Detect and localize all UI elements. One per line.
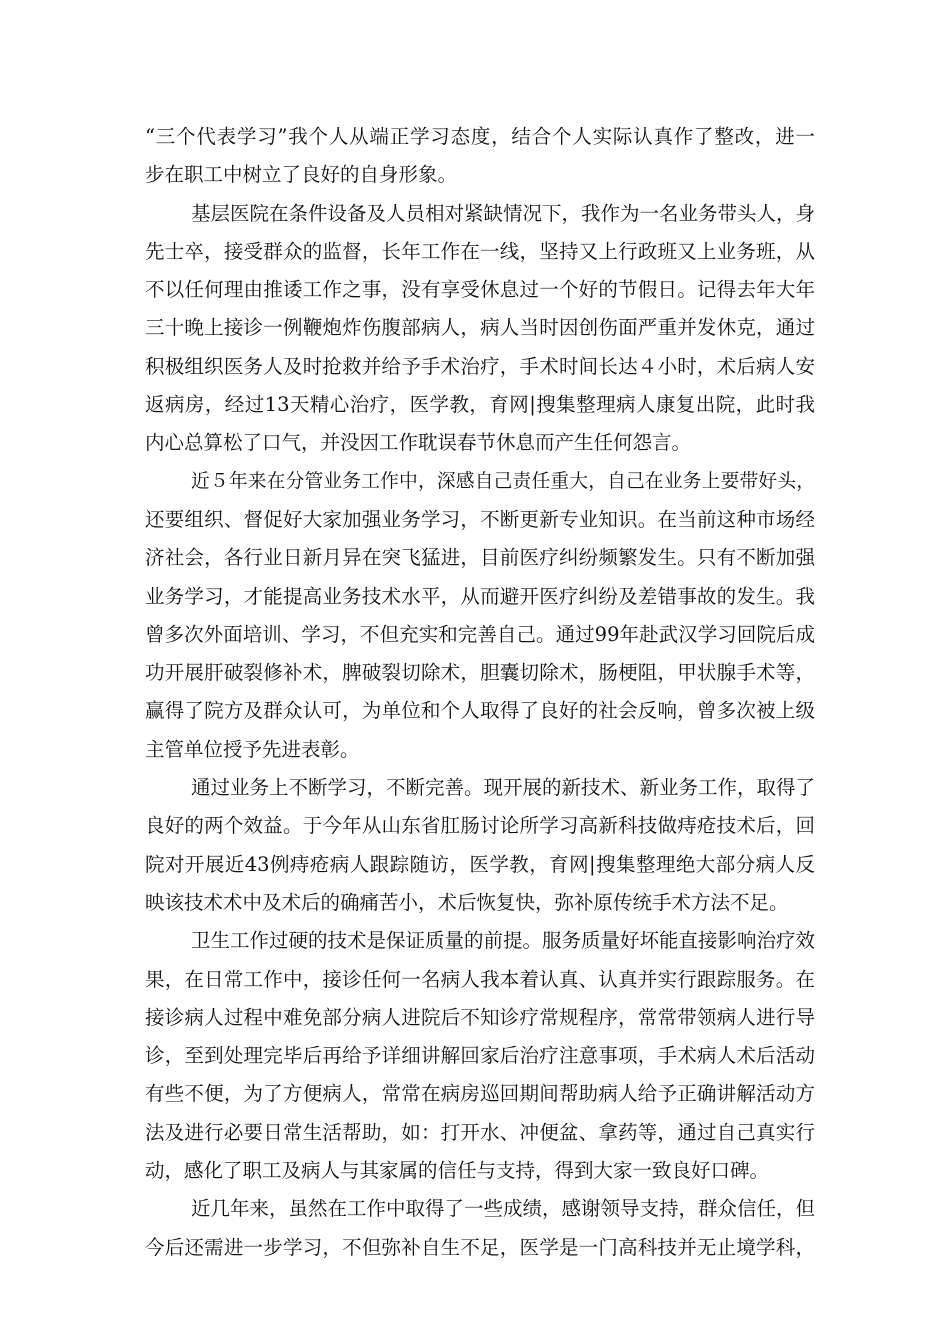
text-line: 诊，至到处理完毕后再给予详细讲解回家后治疗注意事项，手术病人术后活动 [145, 1044, 815, 1068]
text-line: 还要组织、督促好大家加强业务学习，不断更新专业知识。在当前这种市场经 [145, 507, 815, 531]
text-line: 院对开展近43例痔疮病人跟踪随访，医学教，育网|搜集整理绝大部分病人反 [145, 852, 815, 876]
text-line: 法及进行必要日常生活帮助，如：打开水、冲便盆、拿药等，通过自己真实行 [145, 1120, 815, 1144]
text-line: 接诊病人过程中难免部分病人进院后不知诊疗常规程序，常常带领病人进行导 [145, 1005, 815, 1029]
text-line: 济社会，各行业日新月异在突飞猛进，目前医疗纠纷频繁发生。只有不断加强 [145, 546, 815, 570]
text-line: 步在职工中树立了良好的自身形象。 [145, 163, 458, 187]
text-line: 动，感化了职工及病人与其家属的信任与支持，得到大家一致良好口碑。 [145, 1159, 770, 1183]
text-line: 卫生工作过硬的技术是保证质量的前提。服务质量好坏能直接影响治疗效 [191, 929, 816, 953]
text-line: 赢得了院方及群众认可，为单位和个人取得了良好的社会反响，曾多次被上级 [145, 699, 815, 723]
document-body [145, 118, 815, 1267]
text-line: 先士卒，接受群众的监督，长年工作在一线，坚持又上行政班又上业务班，从 [145, 239, 815, 263]
text-line: 主管单位授予先进表彰。 [145, 737, 360, 761]
text-line: 有些不便，为了方便病人，常常在病房巡回期间帮助病人给予正确讲解活动方 [145, 1082, 815, 1106]
text-line: 功开展肝破裂修补术，脾破裂切除术，胆囊切除术，肠梗阻，甲状腺手术等， [145, 661, 815, 685]
paragraph [145, 769, 815, 922]
text-line: 近５年来在分管业务工作中，深感自己责任重大，自己在业务上要带好头， [191, 470, 815, 492]
text-line: 三十晚上接诊一例鞭炮炸伤腹部病人，病人当时因创伤面严重并发休克，通过 [145, 316, 815, 340]
paragraph [145, 118, 815, 195]
text-line: 果，在日常工作中，接诊任何一名病人我本着认真、认真并实行跟踪服务。在 [145, 967, 815, 991]
text-line: 近几年来，虽然在工作中取得了一些成绩，感谢领导支持，群众信任，但 [191, 1197, 816, 1221]
text-line: 内心总算松了口气，并没因工作耽误春节休息而产生任何怨言。 [145, 431, 692, 455]
text-line: 返病房，经过13天精心治疗，医学教，育网|搜集整理病人康复出院，此时我 [145, 393, 815, 417]
text-line: 业务学习，才能提高业务技术水平，从而避开医疗纠纷及差错事故的发生。我 [145, 584, 815, 608]
paragraph [145, 1190, 815, 1267]
text-line: 通过业务上不断学习，不断完善。现开展的新技术、新业务工作，取得了 [191, 776, 816, 800]
text-line: 积极组织医务人及时抢救并给予手术治疗，手术时间长达４小时，术后病人安 [145, 354, 815, 378]
text-line: 曾多次外面培训、学习，不但充实和完善自己。通过99年赴武汉学习回院后成 [145, 622, 815, 646]
paragraph [145, 463, 815, 769]
text-line: 不以任何理由推诿工作之事，没有享受休息过一个好的节假日。记得去年大年 [145, 278, 815, 302]
text-line: 映该技术术中及术后的确痛苦小，术后恢复快，弥补原传统手术方法不足。 [145, 890, 789, 914]
text-line: 基层医院在条件设备及人员相对紧缺情况下，我作为一名业务带头人，身 [191, 201, 816, 225]
text-line: 今后还需进一步学习，不但弥补自生不足，医学是一门高科技并无止境学科， [145, 1235, 815, 1259]
paragraph [145, 195, 815, 463]
text-line: 良好的两个效益。于今年从山东省肛肠讨论所学习高新科技做痔疮技术后，回 [145, 814, 815, 838]
paragraph [145, 922, 815, 1190]
text-line: “三个代表学习”我个人从端正学习态度，结合个人实际认真作了整改，进一 [145, 125, 815, 148]
